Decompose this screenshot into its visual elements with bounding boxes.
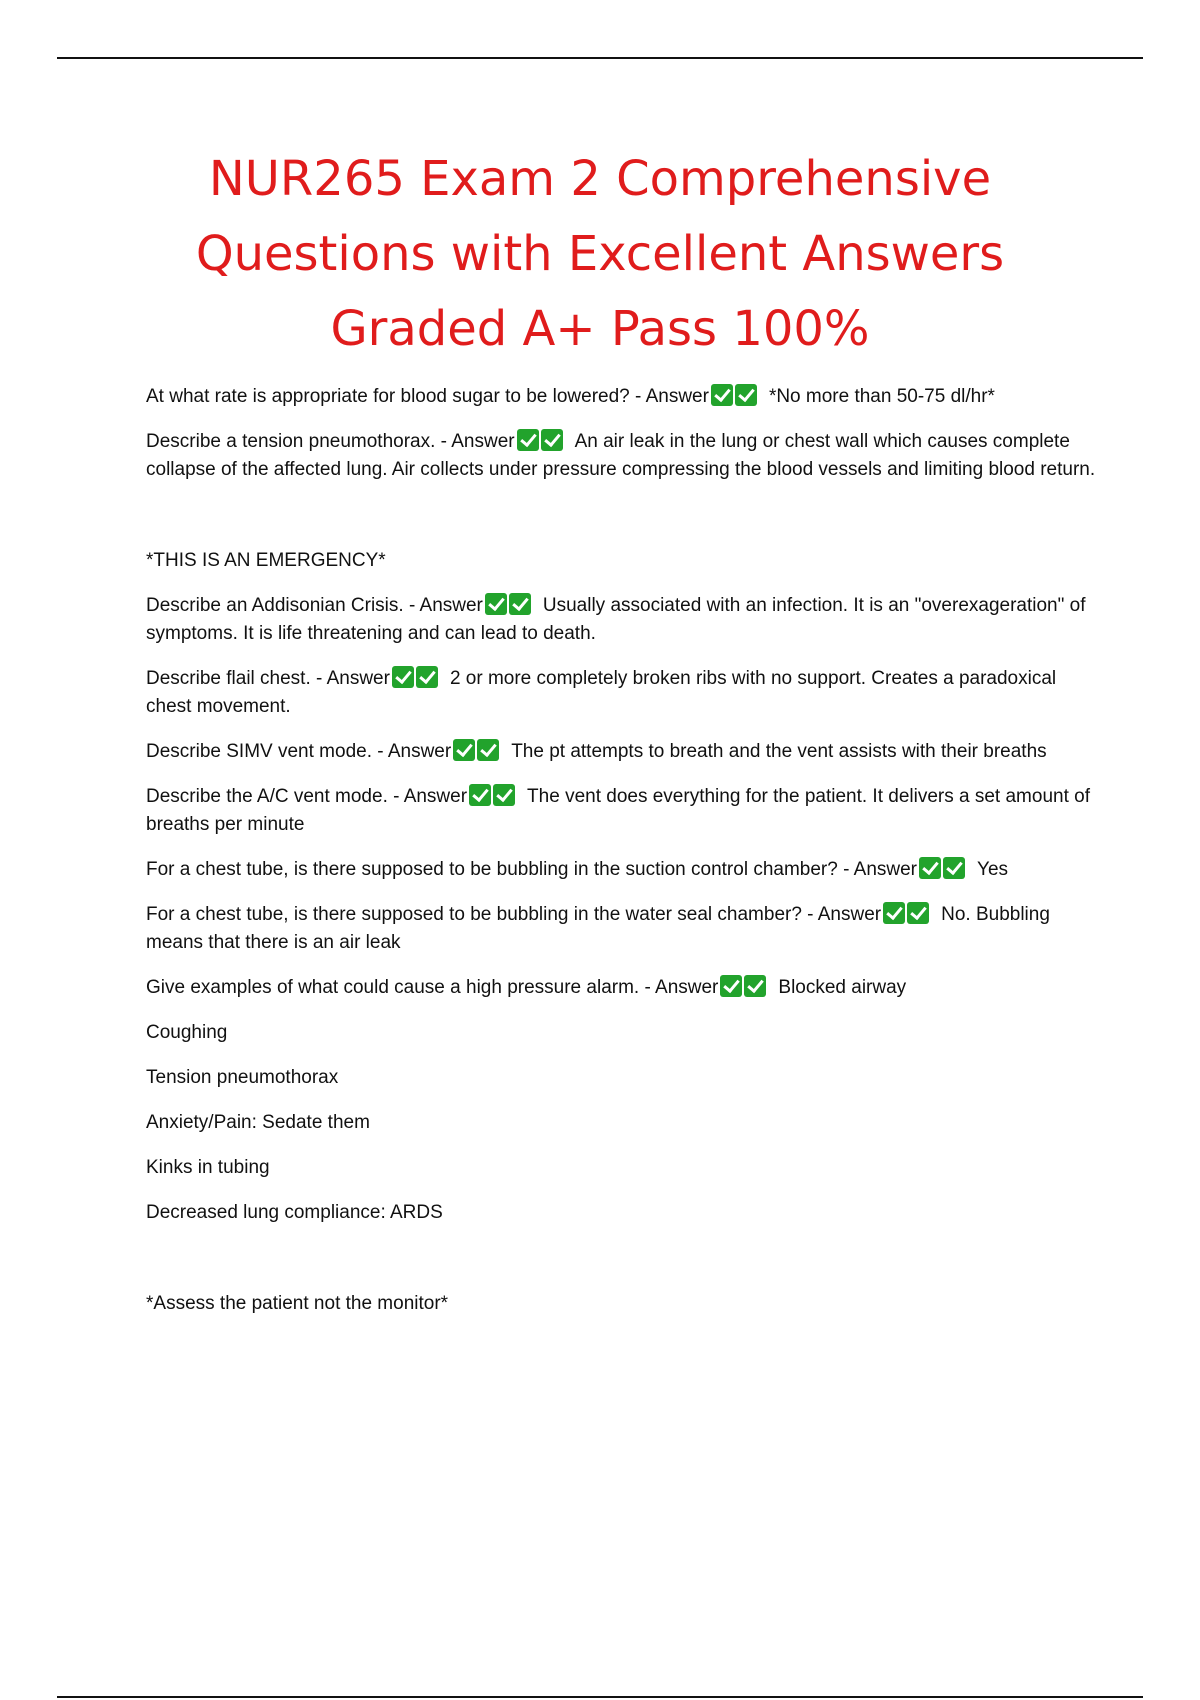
question-text: Describe the A/C vent mode. - bbox=[146, 786, 404, 807]
document-body bbox=[146, 383, 1096, 1318]
list-item: Anxiety/Pain: Sedate them bbox=[146, 1112, 370, 1133]
answer-label: Answer bbox=[403, 786, 468, 807]
check-mark-icon bbox=[453, 739, 475, 761]
answer-label: Answer bbox=[645, 386, 709, 407]
check-mark-icon bbox=[485, 593, 507, 615]
qa-item bbox=[146, 783, 1096, 839]
check-mark-icon bbox=[720, 975, 742, 997]
check-mark-icon bbox=[477, 739, 499, 761]
answer-text: An air leak in the lung or chest wall which causes complete collapse of the affected lung. Air collects under pressure compressing the blood vessels and limiting blood return. bbox=[146, 431, 1096, 480]
answer-label: Answer bbox=[387, 741, 452, 762]
answer-text: Usually associated with an infection. It is an "overexageration" of symptoms. It is life threatening and can lead to death. bbox=[146, 595, 1086, 644]
list-item: Coughing bbox=[146, 1022, 228, 1043]
qa-item bbox=[146, 974, 1096, 1002]
question-text: At what rate is appropriate for blood sugar to be lowered? - bbox=[146, 386, 646, 407]
answer-text: *No more than 50-75 dl/hr* bbox=[768, 386, 995, 407]
document-title bbox=[100, 142, 1100, 367]
answer-label: Answer bbox=[419, 595, 483, 616]
qa-item bbox=[146, 901, 1096, 957]
qa-item bbox=[146, 383, 1096, 411]
answer-text: 2 or more completely broken ribs with no support. Creates a paradoxical chest movement. bbox=[146, 668, 1057, 717]
list-item: Tension pneumothorax bbox=[146, 1067, 339, 1088]
answer-label: Answer bbox=[326, 668, 390, 689]
closing-note: *Assess the patient not the monitor* bbox=[146, 1293, 449, 1314]
question-text: Describe a tension pneumothorax. - bbox=[146, 431, 452, 452]
check-mark-icon bbox=[509, 593, 531, 615]
check-mark-icon bbox=[392, 666, 414, 688]
bottom-rule bbox=[57, 1696, 1143, 1698]
check-mark-icon bbox=[416, 666, 438, 688]
qa-item bbox=[146, 428, 1096, 484]
question-text: Describe an Addisonian Crisis. - bbox=[146, 595, 420, 616]
answer-label: Answer bbox=[853, 859, 918, 880]
title-line: Graded A+ Pass 100% bbox=[330, 301, 870, 357]
check-mark-icon bbox=[711, 384, 733, 406]
answer-text: The vent does everything for the patient. It delivers a set amount of breaths per minute bbox=[146, 786, 1090, 835]
check-mark-icon bbox=[735, 384, 757, 406]
answer-text: The pt attempts to breath and the vent assists with their breaths bbox=[511, 741, 1047, 762]
answer-text: Yes bbox=[977, 859, 1009, 880]
qa-item bbox=[146, 738, 1096, 766]
check-mark-icon bbox=[493, 784, 515, 806]
question-text: For a chest tube, is there supposed to be bubbling in the suction control chamber? - bbox=[146, 859, 854, 880]
top-rule bbox=[57, 57, 1143, 59]
title-line: Questions with Excellent Answers bbox=[195, 226, 1005, 282]
check-mark-icon bbox=[943, 857, 965, 879]
check-mark-icon bbox=[883, 902, 905, 924]
check-mark-icon bbox=[744, 975, 766, 997]
question-text: Describe SIMV vent mode. - bbox=[146, 741, 388, 762]
answer-text: No. Bubbling means that there is an air leak bbox=[146, 904, 1050, 953]
emergency-note: *THIS IS AN EMERGENCY* bbox=[146, 550, 386, 571]
check-mark-icon bbox=[919, 857, 941, 879]
question-text: For a chest tube, is there supposed to be bubbling in the water seal chamber? - bbox=[146, 904, 818, 925]
title-line: NUR265 Exam 2 Comprehensive bbox=[208, 151, 992, 207]
list-item: Decreased lung compliance: ARDS bbox=[146, 1202, 443, 1223]
qa-item bbox=[146, 856, 1096, 884]
answer-label: Answer bbox=[451, 431, 515, 452]
answer-text: Blocked airway bbox=[778, 977, 907, 998]
question-text: Give examples of what could cause a high pressure alarm. - bbox=[146, 977, 656, 998]
qa-item bbox=[146, 665, 1096, 721]
check-mark-icon bbox=[541, 429, 563, 451]
list-item: Kinks in tubing bbox=[146, 1157, 270, 1178]
check-mark-icon bbox=[517, 429, 539, 451]
question-text: Describe flail chest. - bbox=[146, 668, 327, 689]
qa-item bbox=[146, 592, 1096, 648]
check-mark-icon bbox=[907, 902, 929, 924]
answer-label: Answer bbox=[655, 977, 719, 998]
answer-label: Answer bbox=[817, 904, 882, 925]
check-mark-icon bbox=[469, 784, 491, 806]
